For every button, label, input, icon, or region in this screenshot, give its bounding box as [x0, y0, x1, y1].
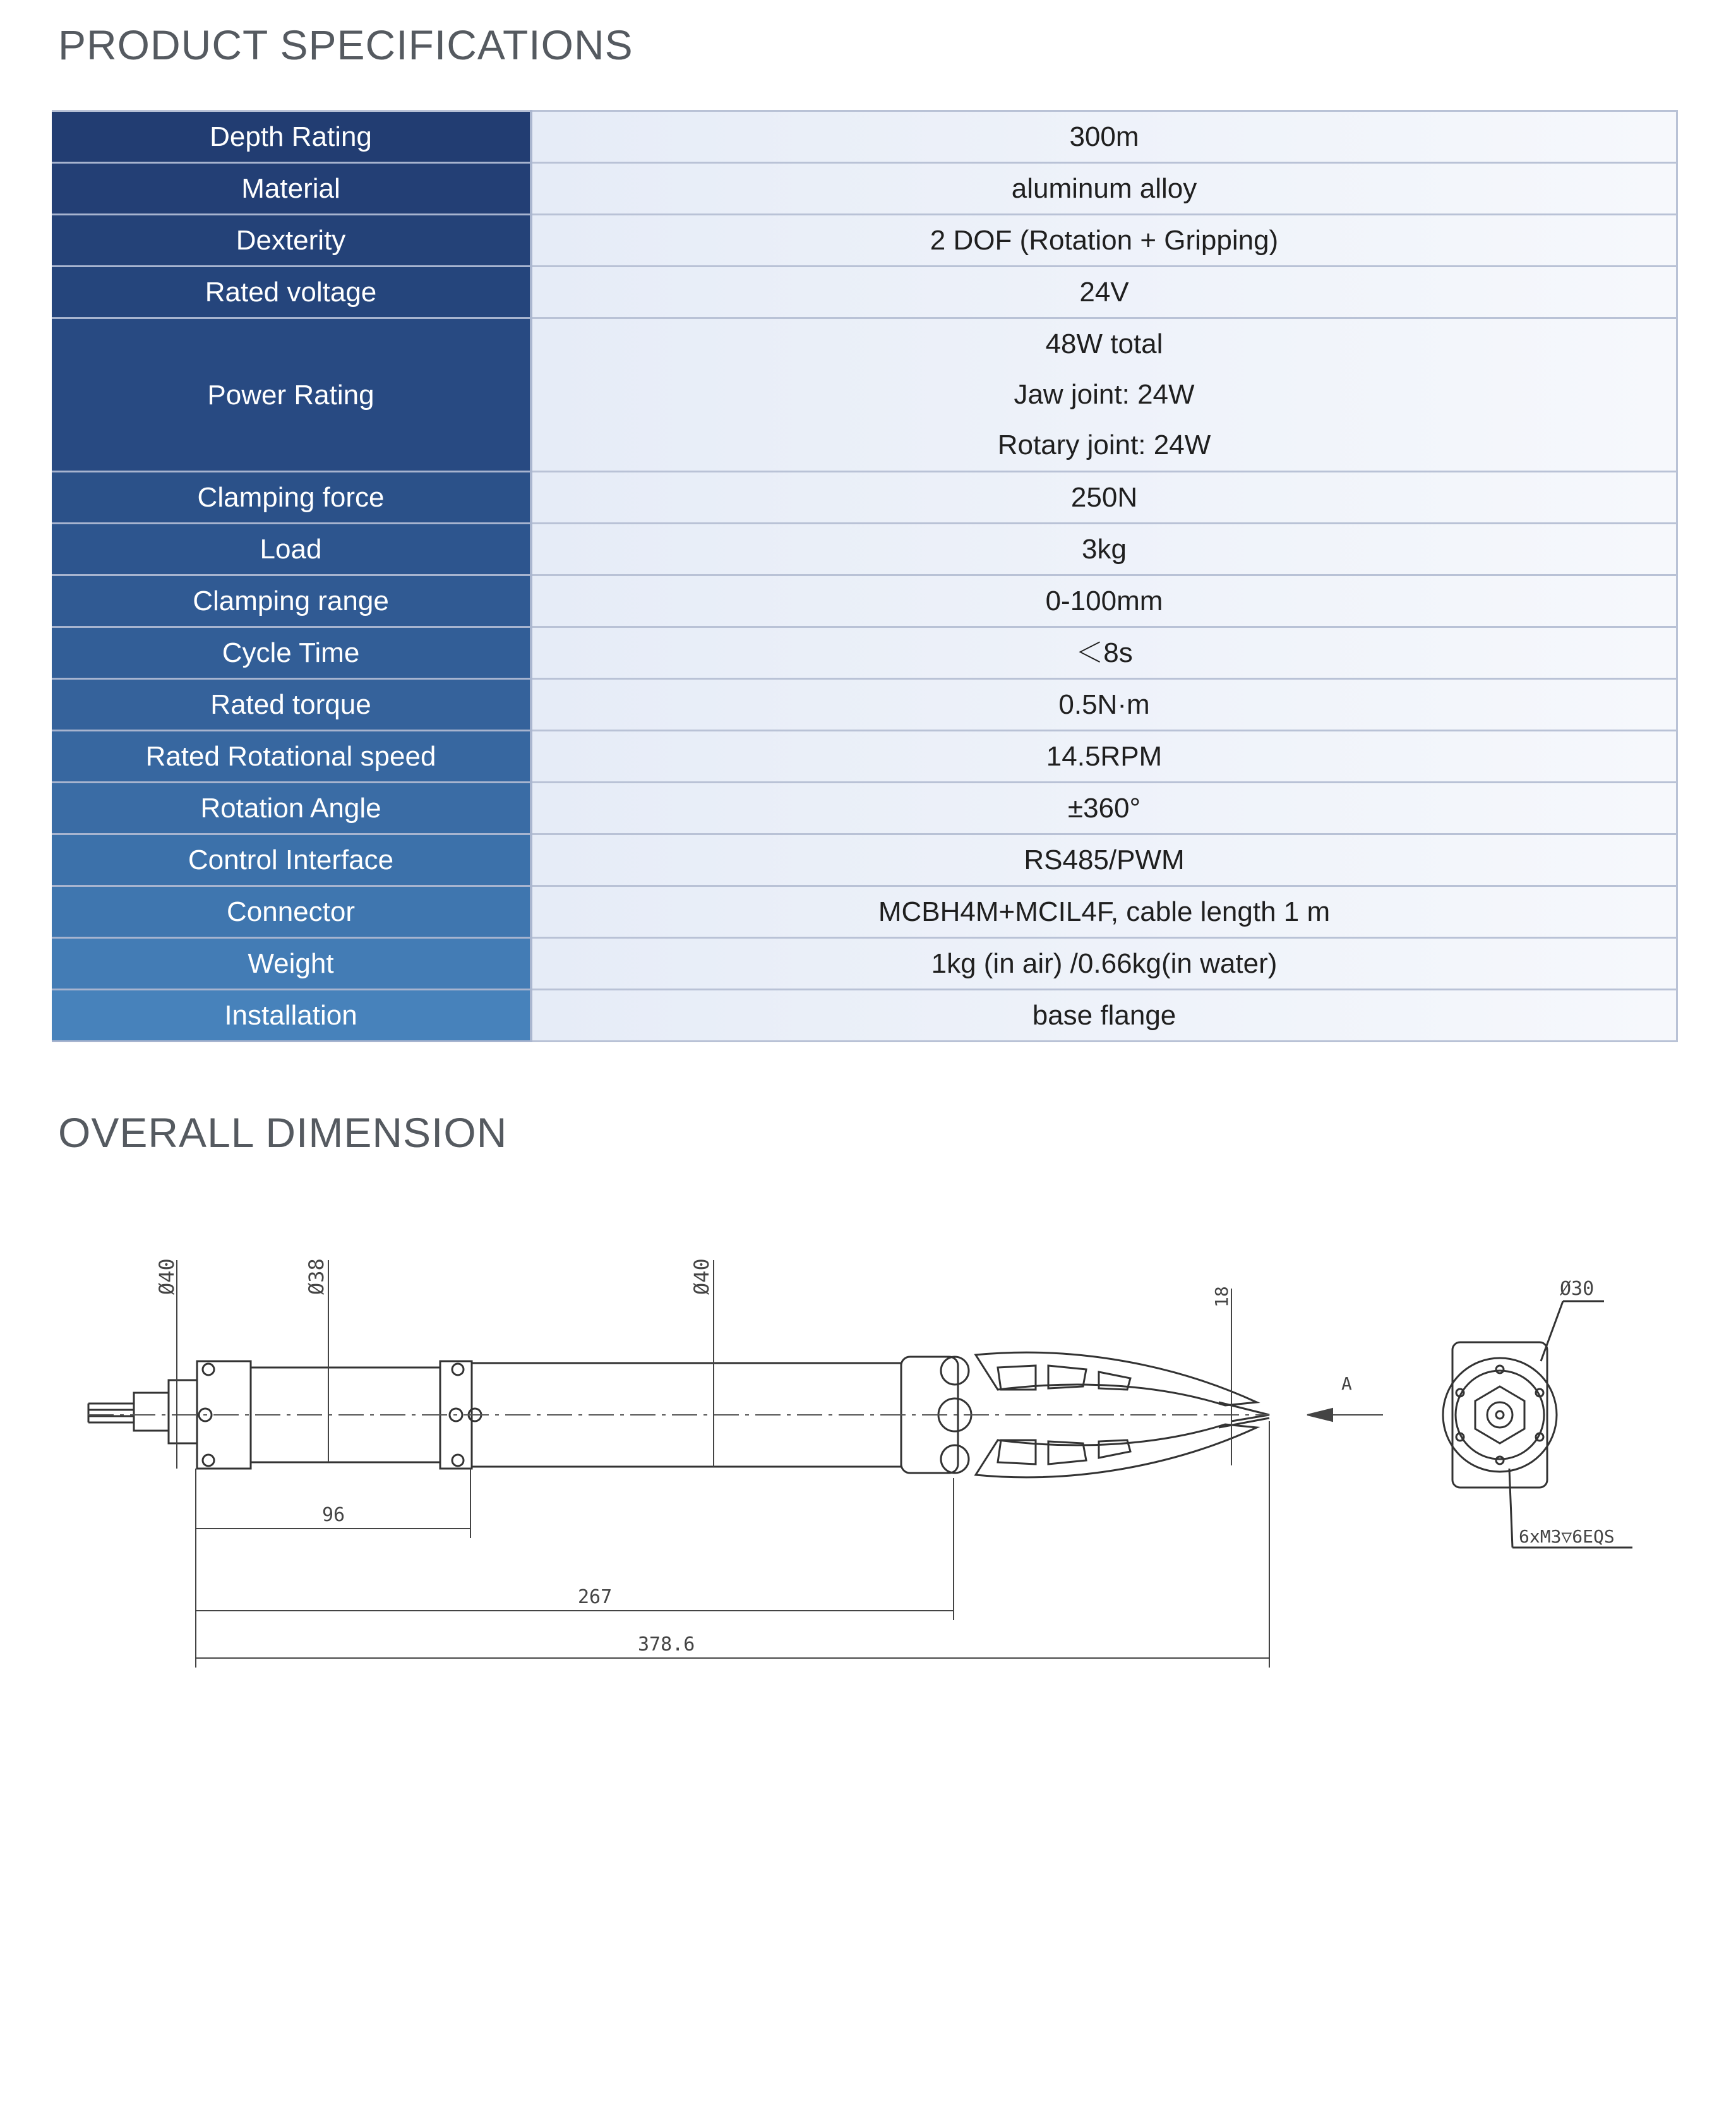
spec-value: base flange: [531, 990, 1677, 1042]
spec-row: [52, 731, 1677, 783]
spec-label: Material: [52, 163, 531, 215]
spec-label: Control Interface: [52, 834, 531, 886]
spec-value: 24V: [531, 267, 1677, 318]
end-view: [1443, 1301, 1632, 1548]
spec-value: RS485/PWM: [531, 834, 1677, 886]
spec-value: MCBH4M+MCIL4F, cable length 1 m: [531, 886, 1677, 938]
spec-row: [52, 575, 1677, 627]
connector-pins: [88, 1380, 197, 1443]
spec-value: 0.5N·m: [531, 679, 1677, 731]
spec-row: [52, 472, 1677, 524]
spec-value: 0-100mm: [531, 575, 1677, 627]
spec-value: aluminum alloy: [531, 163, 1677, 215]
dim-jaw-opening: 18: [1211, 1286, 1232, 1307]
upper-jaw: [976, 1352, 1257, 1405]
specifications-table: [52, 110, 1678, 1042]
spec-value: 250N: [531, 472, 1677, 524]
lower-jaw: [976, 1424, 1257, 1477]
spec-label: Dexterity: [52, 215, 531, 267]
end-diameter-label: Ø30: [1560, 1278, 1595, 1300]
spec-label: Cycle Time: [52, 627, 531, 679]
dim-267: 267: [578, 1586, 613, 1608]
spec-value-line: Jaw joint: 24W: [1014, 379, 1195, 410]
spec-value: 300m: [531, 111, 1677, 163]
spec-row: [52, 783, 1677, 834]
spec-value: 1kg (in air) /0.66kg(in water): [531, 938, 1677, 990]
dim-diameter-3: Ø40: [690, 1258, 714, 1295]
spec-label: Depth Rating: [52, 111, 531, 163]
dim-diameter-2: Ø38: [304, 1258, 328, 1295]
view-label-a: A: [1341, 1373, 1352, 1394]
spec-label: Rated Rotational speed: [52, 731, 531, 783]
spec-value-line: Rotary joint: 24W: [997, 430, 1211, 460]
spec-value: 14.5RPM: [531, 731, 1677, 783]
spec-row: [52, 834, 1677, 886]
spec-label: Rated torque: [52, 679, 531, 731]
dim-378-6: 378.6: [638, 1633, 695, 1656]
spec-label: Weight: [52, 938, 531, 990]
spec-row: [52, 990, 1677, 1042]
spec-label: Clamping range: [52, 575, 531, 627]
dimension-drawing: [0, 1200, 1736, 1769]
spec-row: [52, 111, 1677, 163]
spec-row: [52, 524, 1677, 575]
spec-row: [52, 267, 1677, 318]
dim-diameter-1: Ø40: [155, 1258, 179, 1295]
dim-96: 96: [322, 1504, 345, 1526]
spec-label: Clamping force: [52, 472, 531, 524]
spec-value: 2 DOF (Rotation + Gripping): [531, 215, 1677, 267]
section-title-specifications: PRODUCT SPECIFICATIONS: [58, 21, 633, 68]
spec-value: 3kg: [531, 524, 1677, 575]
spec-label: Power Rating: [52, 318, 531, 472]
spec-label: Connector: [52, 886, 531, 938]
spec-value: [531, 318, 1677, 472]
spec-row: [52, 215, 1677, 267]
spec-row: [52, 318, 1677, 472]
spec-value-line: 48W total: [1045, 328, 1163, 359]
spec-row: [52, 938, 1677, 990]
spec-row: [52, 886, 1677, 938]
spec-label: Load: [52, 524, 531, 575]
spec-row: [52, 679, 1677, 731]
end-holes-label: 6xM3▽6EQS: [1519, 1526, 1615, 1547]
spec-label: Rotation Angle: [52, 783, 531, 834]
spec-label: Rated voltage: [52, 267, 531, 318]
spec-label: Installation: [52, 990, 531, 1042]
spec-row: [52, 163, 1677, 215]
spec-row: [52, 627, 1677, 679]
spec-value: ＜8s: [531, 627, 1677, 679]
spec-value: ±360°: [531, 783, 1677, 834]
section-title-dimension: OVERALL DIMENSION: [58, 1109, 508, 1156]
